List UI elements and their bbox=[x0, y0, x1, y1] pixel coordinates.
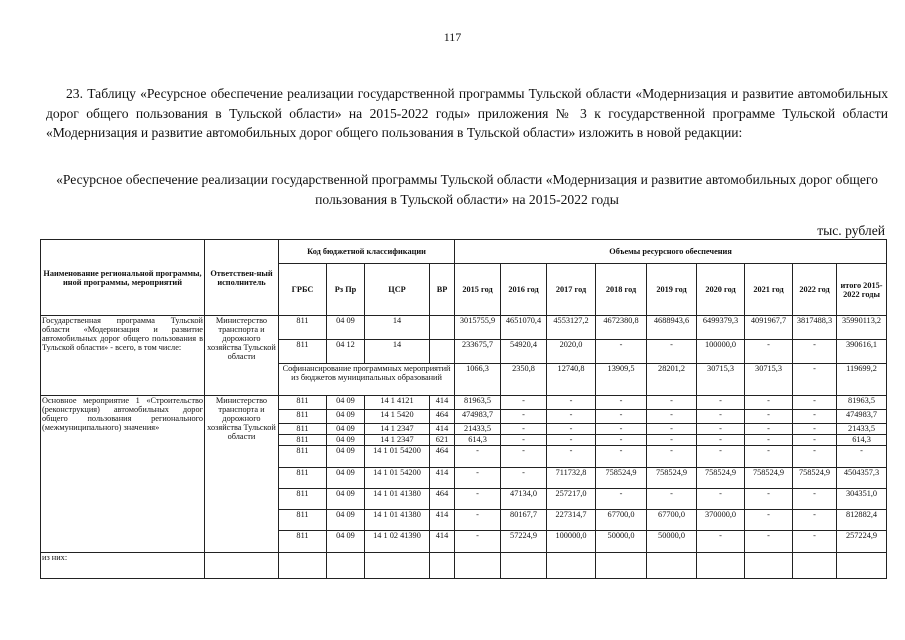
row-value: - bbox=[647, 446, 697, 468]
row-value: - bbox=[697, 435, 745, 446]
header-2019: 2019 год bbox=[647, 264, 697, 316]
row-value: 758524,9 bbox=[596, 468, 647, 489]
empty-cell bbox=[365, 553, 430, 579]
row-value: 100000,0 bbox=[697, 340, 745, 364]
row-value: 3015755,9 bbox=[455, 316, 501, 340]
row-vr: 414 bbox=[430, 396, 455, 410]
row-value: 614,3 bbox=[455, 435, 501, 446]
header-2020: 2020 год bbox=[697, 264, 745, 316]
row-total: - bbox=[837, 446, 887, 468]
page-number: 117 bbox=[443, 30, 462, 44]
row-value: 30715,3 bbox=[697, 364, 745, 396]
row-grbs: 811 bbox=[279, 424, 327, 435]
row-value: 6499379,3 bbox=[697, 316, 745, 340]
row-value: - bbox=[793, 531, 837, 553]
row-value: - bbox=[793, 396, 837, 410]
header-budget-code: Код бюджетной классификации bbox=[279, 240, 455, 264]
row-rzpr: 04 09 bbox=[327, 396, 365, 410]
row-value: 1066,3 bbox=[455, 364, 501, 396]
units-label: тыс. рублей bbox=[817, 223, 885, 238]
row-value: - bbox=[745, 396, 793, 410]
row-value: 13909,5 bbox=[596, 364, 647, 396]
empty-cell bbox=[837, 553, 887, 579]
table-row bbox=[41, 396, 887, 410]
row-value: 3817488,3 bbox=[793, 316, 837, 340]
row-value: 758524,9 bbox=[647, 468, 697, 489]
row-csr: 14 1 2347 bbox=[365, 435, 430, 446]
empty-cell bbox=[697, 553, 745, 579]
empty-cell bbox=[279, 553, 327, 579]
empty-cell bbox=[455, 553, 501, 579]
responsible-executor: Министерство транспорта и дорожного хозяйства Тульской области bbox=[205, 396, 279, 553]
empty-cell bbox=[430, 553, 455, 579]
row-grbs: 811 bbox=[279, 435, 327, 446]
row-value: - bbox=[455, 531, 501, 553]
row-value: 758524,9 bbox=[745, 468, 793, 489]
row-value: - bbox=[501, 435, 547, 446]
row-value: - bbox=[793, 489, 837, 510]
row-value: 81963,5 bbox=[455, 396, 501, 410]
row-value: 711732,8 bbox=[547, 468, 596, 489]
activity-name: Основное мероприятие 1 «Строительство (реконструкция) автомобильных дорог общего пользования регионального (межмуниципального) значения» bbox=[41, 396, 205, 553]
table-row bbox=[41, 553, 887, 579]
row-total: 81963,5 bbox=[837, 396, 887, 410]
row-value: - bbox=[793, 510, 837, 531]
row-value: - bbox=[745, 446, 793, 468]
row-value: 50000,0 bbox=[647, 531, 697, 553]
row-value: - bbox=[647, 396, 697, 410]
header-2015: 2015 год bbox=[455, 264, 501, 316]
row-value: 2350,8 bbox=[501, 364, 547, 396]
row-value: - bbox=[697, 531, 745, 553]
empty-cell bbox=[501, 553, 547, 579]
row-vr: 414 bbox=[430, 424, 455, 435]
row-value: 4688943,6 bbox=[647, 316, 697, 340]
empty-cell bbox=[327, 553, 365, 579]
empty-cell bbox=[793, 553, 837, 579]
table-row bbox=[41, 316, 887, 340]
row-value: - bbox=[547, 410, 596, 424]
row-value: - bbox=[596, 340, 647, 364]
row-value: - bbox=[793, 364, 837, 396]
row-vr: 414 bbox=[430, 468, 455, 489]
row-value: - bbox=[547, 435, 596, 446]
row-csr: 14 bbox=[365, 316, 430, 340]
row-total: 812882,4 bbox=[837, 510, 887, 531]
row-value: - bbox=[501, 424, 547, 435]
row-total: 257224,9 bbox=[837, 531, 887, 553]
row-grbs: 811 bbox=[279, 316, 327, 340]
row-value: - bbox=[745, 435, 793, 446]
row-value: 227314,7 bbox=[547, 510, 596, 531]
row-value: - bbox=[596, 410, 647, 424]
empty-cell bbox=[547, 553, 596, 579]
row-value: - bbox=[793, 340, 837, 364]
row-value: 21433,5 bbox=[455, 424, 501, 435]
header-2016: 2016 год bbox=[501, 264, 547, 316]
row-csr: 14 1 01 41380 bbox=[365, 510, 430, 531]
row-value: 4091967,7 bbox=[745, 316, 793, 340]
row-value: - bbox=[596, 396, 647, 410]
row-value: - bbox=[793, 446, 837, 468]
row-value: - bbox=[697, 489, 745, 510]
row-value: - bbox=[793, 410, 837, 424]
row-grbs: 811 bbox=[279, 510, 327, 531]
row-value: 28201,2 bbox=[647, 364, 697, 396]
empty-cell bbox=[745, 553, 793, 579]
row-value: 758524,9 bbox=[793, 468, 837, 489]
row-value: 2020,0 bbox=[547, 340, 596, 364]
row-rzpr: 04 09 bbox=[327, 424, 365, 435]
row-vr: 621 bbox=[430, 435, 455, 446]
header-rzpr: Рз Пр bbox=[327, 264, 365, 316]
row-rzpr: 04 09 bbox=[327, 510, 365, 531]
row-value: - bbox=[501, 410, 547, 424]
row-value: 80167,7 bbox=[501, 510, 547, 531]
header-volumes: Объемы ресурсного обеспечения bbox=[455, 240, 887, 264]
row-rzpr: 04 09 bbox=[327, 435, 365, 446]
row-total: 304351,0 bbox=[837, 489, 887, 510]
row-grbs: 811 bbox=[279, 410, 327, 424]
row-value: - bbox=[745, 424, 793, 435]
row-total: 4504357,3 bbox=[837, 468, 887, 489]
row-value: 57224,9 bbox=[501, 531, 547, 553]
row-csr: 14 1 01 54200 bbox=[365, 468, 430, 489]
row-value: - bbox=[455, 510, 501, 531]
header-name: Наименование региональной программы, иной программы, мероприятий bbox=[41, 240, 205, 316]
row-total: 21433,5 bbox=[837, 424, 887, 435]
row-total: 614,3 bbox=[837, 435, 887, 446]
row-value: - bbox=[547, 446, 596, 468]
row-rzpr: 04 09 bbox=[327, 468, 365, 489]
header-2017: 2017 год bbox=[547, 264, 596, 316]
row-value: - bbox=[745, 489, 793, 510]
row-value: - bbox=[647, 489, 697, 510]
row-value: - bbox=[745, 531, 793, 553]
row-value: 233675,7 bbox=[455, 340, 501, 364]
row-value: 4651070,4 bbox=[501, 316, 547, 340]
row-value: - bbox=[596, 424, 647, 435]
row-grbs: 811 bbox=[279, 446, 327, 468]
row-vr bbox=[430, 340, 455, 364]
row-grbs: 811 bbox=[279, 531, 327, 553]
row-total: 474983,7 bbox=[837, 410, 887, 424]
row-value: 67700,0 bbox=[647, 510, 697, 531]
row-rzpr: 04 09 bbox=[327, 446, 365, 468]
row-value: - bbox=[596, 489, 647, 510]
row-value: 4672380,8 bbox=[596, 316, 647, 340]
row-value: - bbox=[793, 435, 837, 446]
row-value: 47134,0 bbox=[501, 489, 547, 510]
row-grbs: 811 bbox=[279, 489, 327, 510]
row-value: - bbox=[697, 424, 745, 435]
row-value: 54920,4 bbox=[501, 340, 547, 364]
row-value: - bbox=[647, 424, 697, 435]
row-value: - bbox=[596, 446, 647, 468]
row-value: - bbox=[647, 410, 697, 424]
row-value: - bbox=[501, 446, 547, 468]
row-value: - bbox=[745, 410, 793, 424]
row-vr: 464 bbox=[430, 489, 455, 510]
empty-cell bbox=[205, 553, 279, 579]
row-csr: 14 1 5420 bbox=[365, 410, 430, 424]
header-2022: 2022 год bbox=[793, 264, 837, 316]
responsible-executor: Министерство транспорта и дорожного хозяйства Тульской области bbox=[205, 316, 279, 396]
row-vr: 414 bbox=[430, 510, 455, 531]
row-vr: 414 bbox=[430, 531, 455, 553]
row-value: - bbox=[596, 435, 647, 446]
row-csr: 14 1 4121 bbox=[365, 396, 430, 410]
row-rzpr: 04 09 bbox=[327, 489, 365, 510]
row-value: - bbox=[501, 396, 547, 410]
row-value: - bbox=[547, 424, 596, 435]
row-value: - bbox=[547, 396, 596, 410]
row-value: - bbox=[647, 340, 697, 364]
row-value: - bbox=[455, 489, 501, 510]
row-value: - bbox=[647, 435, 697, 446]
header-grbs: ГРБС bbox=[279, 264, 327, 316]
row-value: 370000,0 bbox=[697, 510, 745, 531]
footer-label: из них: bbox=[41, 553, 205, 579]
row-value: - bbox=[697, 446, 745, 468]
row-csr: 14 1 2347 bbox=[365, 424, 430, 435]
header-vr: ВР bbox=[430, 264, 455, 316]
empty-cell bbox=[596, 553, 647, 579]
intro-paragraph: 23. Таблицу «Ресурсное обеспечение реализации государственной программы Тульской области «Модернизация и развитие автомобильных дорог общего пользования в Тульской области» на 2015-2022 годы» приложения № 3 к государственной программе Тульской области «Модернизация и развитие автомобильных дорог общего пользования в Тульской области» изложить в новой редакции: bbox=[46, 86, 888, 140]
header-csr: ЦСР bbox=[365, 264, 430, 316]
row-value: 474983,7 bbox=[455, 410, 501, 424]
row-value: - bbox=[745, 340, 793, 364]
program-name: Государственная программа Тульской области «Модернизация и развитие автомобильных дорог общего пользования в Тульской области» - всего, в том числе: bbox=[41, 316, 205, 396]
row-value: 67700,0 bbox=[596, 510, 647, 531]
row-value: 4553127,2 bbox=[547, 316, 596, 340]
row-grbs: 811 bbox=[279, 468, 327, 489]
row-value: 50000,0 bbox=[596, 531, 647, 553]
row-total: 35990113,2 bbox=[837, 316, 887, 340]
row-csr: 14 bbox=[365, 340, 430, 364]
header-total: итого 2015-2022 годы bbox=[837, 264, 887, 316]
row-csr: 14 1 01 54200 bbox=[365, 446, 430, 468]
row-value: 257217,0 bbox=[547, 489, 596, 510]
header-responsible: Ответствен-ный исполнитель bbox=[205, 240, 279, 316]
row-value: - bbox=[455, 468, 501, 489]
row-rzpr: 04 09 bbox=[327, 410, 365, 424]
row-vr: 464 bbox=[430, 446, 455, 468]
header-2021: 2021 год bbox=[745, 264, 793, 316]
row-value: - bbox=[501, 468, 547, 489]
row-total: 119699,2 bbox=[837, 364, 887, 396]
row-value: - bbox=[697, 396, 745, 410]
row-rzpr: 04 12 bbox=[327, 340, 365, 364]
cofinancing-label: Софинансирование программных мероприятий из бюджетов муниципальных образований bbox=[279, 364, 455, 396]
row-value: 12740,8 bbox=[547, 364, 596, 396]
row-rzpr: 04 09 bbox=[327, 531, 365, 553]
row-total: 390616,1 bbox=[837, 340, 887, 364]
empty-cell bbox=[647, 553, 697, 579]
row-value: - bbox=[793, 424, 837, 435]
row-grbs: 811 bbox=[279, 396, 327, 410]
row-csr: 14 1 02 41390 bbox=[365, 531, 430, 553]
header-2018: 2018 год bbox=[596, 264, 647, 316]
row-value: - bbox=[697, 410, 745, 424]
row-csr: 14 1 01 41380 bbox=[365, 489, 430, 510]
row-value: 30715,3 bbox=[745, 364, 793, 396]
row-value: - bbox=[745, 510, 793, 531]
row-vr: 464 bbox=[430, 410, 455, 424]
row-value: 100000,0 bbox=[547, 531, 596, 553]
row-grbs: 811 bbox=[279, 340, 327, 364]
row-value: 758524,9 bbox=[697, 468, 745, 489]
row-vr bbox=[430, 316, 455, 340]
row-value: - bbox=[455, 446, 501, 468]
resource-table bbox=[40, 239, 887, 579]
row-rzpr: 04 09 bbox=[327, 316, 365, 340]
table-title: «Ресурсное обеспечение реализации государственной программы Тульской области «Модернизация и развитие автомобильных дорог общего пользования в Тульской области» на 2015-2022 годы bbox=[56, 172, 878, 207]
